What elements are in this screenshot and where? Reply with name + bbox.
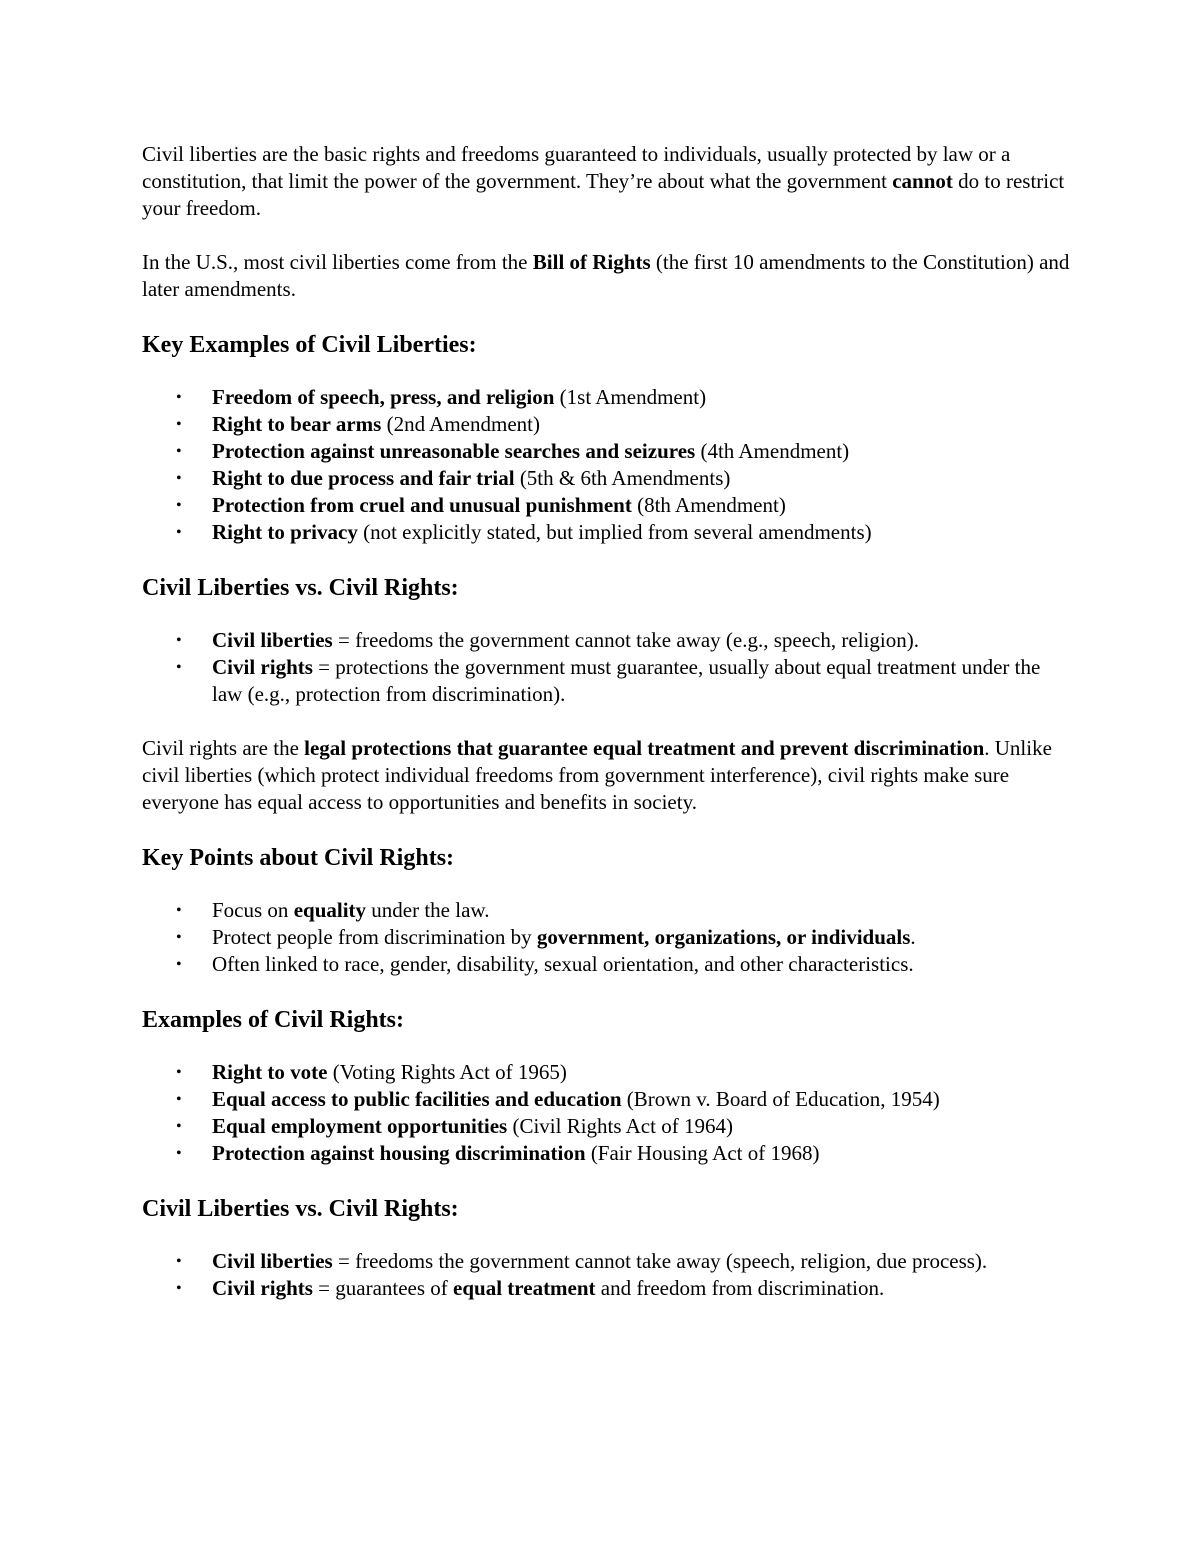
heading-liberties-vs-rights: Civil Liberties vs. Civil Rights: [142, 575, 459, 601]
list-item: • Focus on equality under the law. [176, 898, 490, 922]
bullet-icon: • [176, 1064, 182, 1081]
heading-key-points-rights: Key Points about Civil Rights: [142, 845, 455, 871]
list-item: • Civil liberties = freedoms the government cannot take away (speech, religion, due process). [176, 1249, 988, 1273]
heading-examples-rights: Examples of Civil Rights: [142, 1007, 405, 1033]
bullet-icon: • [176, 1280, 182, 1297]
list-item: • Protection against housing discrimination (Fair Housing Act of 1968) [176, 1141, 820, 1165]
document-page [142, 141, 1072, 1329]
bullet-icon: • [176, 1091, 182, 1108]
bullet-icon: • [176, 929, 182, 946]
intro-paragraph-2: In the U.S., most civil liberties come from the Bill of Rights (the first 10 amendments to the Constitution) and later amendments. [142, 250, 1070, 301]
list-item: • Equal access to public facilities and education (Brown v. Board of Education, 1954) [176, 1087, 940, 1111]
list-item: • Protection against unreasonable searches and seizures (4th Amendment) [176, 439, 850, 463]
list-examples-rights [142, 1059, 1072, 1167]
bullet-icon: • [176, 416, 182, 433]
heading-liberties-vs-rights-2: Civil Liberties vs. Civil Rights: [142, 1196, 459, 1222]
bullet-icon: • [176, 497, 182, 514]
list-item: • Protect people from discrimination by government, organizations, or individuals. [176, 925, 916, 949]
list-item: • Equal employment opportunities (Civil Rights Act of 1964) [176, 1114, 733, 1138]
list-item: • Right to bear arms (2nd Amendment) [176, 412, 540, 436]
intro-paragraph-1: Civil liberties are the basic rights and freedoms guaranteed to individuals, usually protected by law or a constitution, that limit the power of the government. They’re about what the government cannot do to restrict your freedom. [142, 142, 1065, 220]
heading-key-examples-liberties: Key Examples of Civil Liberties: [142, 332, 477, 358]
bullet-icon: • [176, 1145, 182, 1162]
bullet-icon: • [176, 443, 182, 460]
civil-rights-paragraph: Civil rights are the legal protections that guarantee equal treatment and prevent discrimination. Unlike civil liberties (which protect individual freedoms from government interference), civil rights make sure everyone has equal access to opportunities and benefits in society. [142, 736, 1052, 814]
list-item: • Right to privacy (not explicitly stated, but implied from several amendments) [176, 520, 872, 544]
list-item: • Civil rights = guarantees of equal treatment and freedom from discrimination. [176, 1276, 885, 1300]
bullet-icon: • [176, 524, 182, 541]
list-key-points-rights [142, 897, 1072, 978]
list-item: • Often linked to race, gender, disability, sexual orientation, and other characteristics. [176, 952, 914, 976]
bullet-icon: • [176, 1253, 182, 1270]
list-item: • Right to due process and fair trial (5th & 6th Amendments) [176, 466, 731, 490]
bullet-icon: • [176, 632, 182, 649]
bullet-icon: • [176, 389, 182, 406]
list-liberties-vs-rights [142, 627, 1072, 708]
list-item: • Civil rights = protections the government must guarantee, usually about equal treatment under the law (e.g., protection from discrimination). [176, 655, 1041, 706]
bullet-icon: • [176, 1118, 182, 1135]
list-key-examples-liberties [142, 384, 1072, 546]
bullet-icon: • [176, 956, 182, 973]
list-item: • Right to vote (Voting Rights Act of 1965) [176, 1060, 567, 1084]
list-item: • Protection from cruel and unusual punishment (8th Amendment) [176, 493, 786, 517]
list-item: • Freedom of speech, press, and religion (1st Amendment) [176, 385, 707, 409]
bullet-icon: • [176, 659, 182, 676]
bullet-icon: • [176, 902, 182, 919]
list-item: • Civil liberties = freedoms the government cannot take away (e.g., speech, religion). [176, 628, 919, 652]
bullet-icon: • [176, 470, 182, 487]
list-liberties-vs-rights-2 [142, 1248, 1072, 1302]
